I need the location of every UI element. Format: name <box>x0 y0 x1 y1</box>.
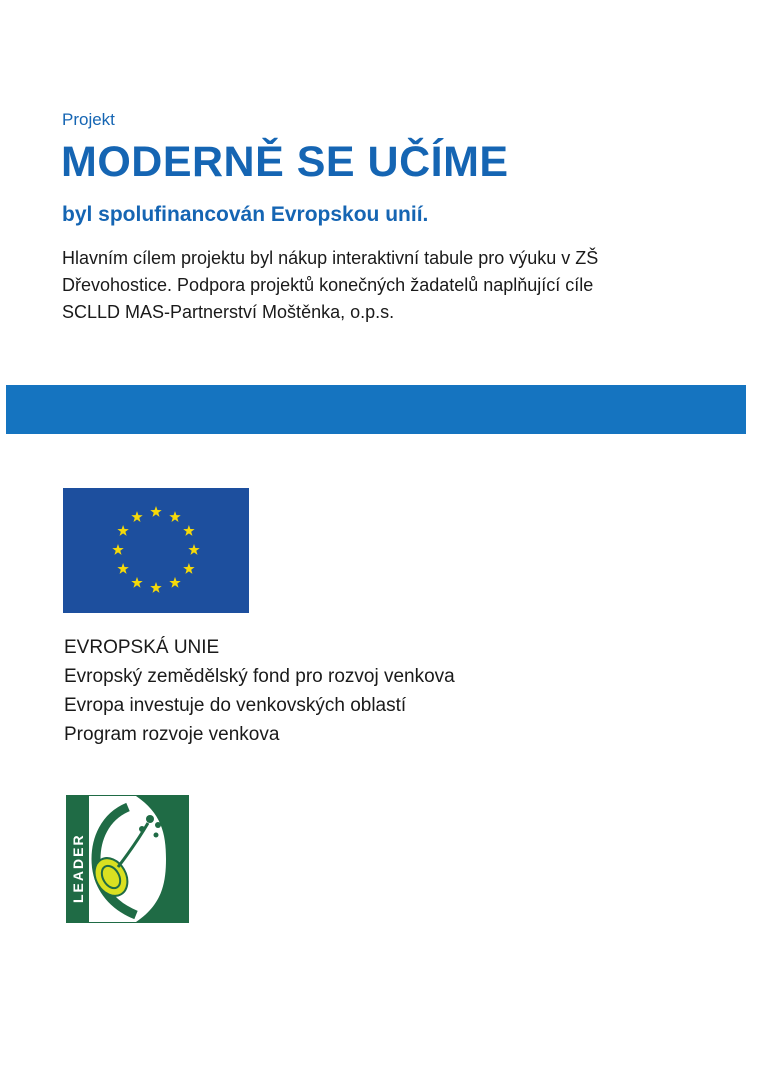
description-line: Dřevohostice. Podpora projektů konečných žadatelů naplňující cíle <box>62 275 594 295</box>
eu-line: Program rozvoje venkova <box>64 724 280 745</box>
project-title: MODERNĚ SE UČÍME <box>61 138 509 186</box>
project-description <box>62 245 722 326</box>
blue-divider-bar <box>6 385 746 434</box>
description-line: Hlavním cílem projektu byl nákup interaktivní tabule pro výuku v ZŠ <box>62 248 599 268</box>
eu-line: Evropský zemědělský fond pro rozvoj venkova <box>64 666 455 687</box>
project-label: Projekt <box>62 110 115 129</box>
description-line: SCLLD MAS-Partnerství Moštěnka, o.p.s. <box>62 302 395 322</box>
eu-funding-text <box>64 633 455 749</box>
eu-flag-icon <box>63 488 249 613</box>
eu-line: EVROPSKÁ UNIE <box>64 637 220 658</box>
eu-line: Evropa investuje do venkovských oblastí <box>64 695 407 716</box>
leader-text: LEADER <box>70 833 86 903</box>
leader-logo-icon <box>66 795 189 923</box>
cofinanced-statement: byl spolufinancován Evropskou unií. <box>62 203 429 226</box>
